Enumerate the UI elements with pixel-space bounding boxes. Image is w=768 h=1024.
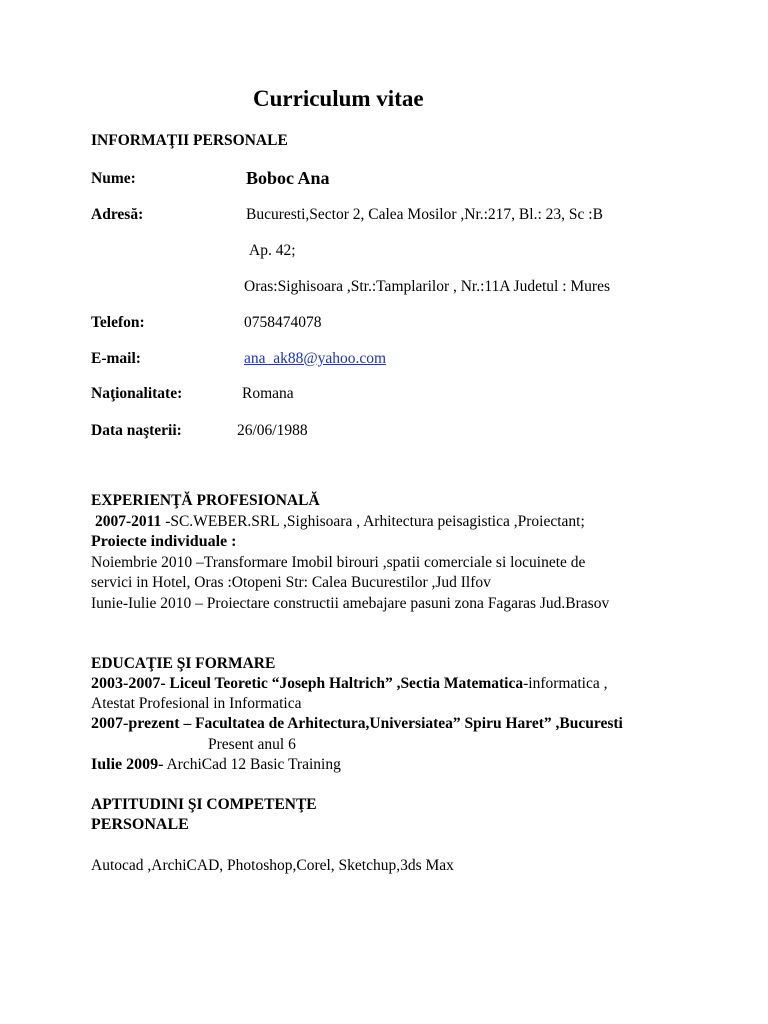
email-link[interactable]: ana_ak88@yahoo.com [244, 350, 387, 367]
skills-heading-line-1: APTITUDINI ŞI COMPETENŢE [91, 796, 317, 813]
birthdate-label: Data naşterii: [91, 422, 182, 439]
phone-value: 0758474078 [244, 314, 322, 331]
education-1-period: 2003-2007- [91, 675, 166, 692]
address-line-3: Oras:Sighisoara ,Str.:Tamplarilor , Nr.:11A Judetul : Mures [244, 278, 610, 295]
education-heading: EDUCAŢIE ŞI FORMARE [91, 655, 276, 672]
document-title: Curriculum vitae [253, 86, 424, 111]
nationality-label: Naţionalitate: [91, 385, 183, 402]
education-1-rest: -informatica , [523, 675, 608, 692]
project-1-line-1: Noiembrie 2010 –Transformare Imobil birouri ,spatii comerciale si locuinete de [91, 554, 586, 571]
personal-info-heading: INFORMAŢII PERSONALE [91, 132, 288, 149]
address-line-1: Bucuresti,Sector 2, Calea Mosilor ,Nr.:217, Bl.: 23, Sc :B [246, 206, 603, 223]
project-1-line-2: servici in Hotel, Oras :Otopeni Str: Calea Bucurestilor ,Jud Ilfov [91, 574, 491, 591]
experience-job: -SC.WEBER.SRL ,Sighisoara , Arhitectura peisagistica ,Proiectant; [161, 513, 585, 530]
experience-heading: EXPERIENŢĂ PROFESIONALĂ [91, 492, 320, 509]
projects-heading: Proiecte individuale : [91, 533, 237, 550]
experience-period: 2007-2011 [95, 513, 162, 530]
name-value: Boboc Ana [246, 168, 330, 188]
education-2-rest: – Facultatea de Arhitectura,Universiatea” Spiru Haret” ,Bucuresti [179, 715, 623, 732]
education-3-rest: ArchiCad 12 Basic Training [163, 756, 341, 773]
education-2-period: 2007-prezent [91, 715, 180, 732]
education-item-1 [91, 675, 607, 693]
skills-heading-line-2: PERSONALE [91, 816, 189, 833]
name-label: Nume: [91, 170, 136, 187]
experience-item [95, 513, 585, 531]
project-2: Iunie-Iulie 2010 – Proiectare constructii amebajare pasuni zona Fagaras Jud.Brasov [91, 595, 610, 612]
education-3-period: Iulie 2009- [91, 756, 164, 773]
education-2-line-2: Present anul 6 [208, 736, 296, 753]
education-item-3 [91, 756, 341, 774]
email-label: E-mail: [91, 350, 141, 367]
address-line-2: Ap. 42; [249, 242, 296, 259]
education-1-line-2: Atestat Profesional in Informatica [91, 695, 302, 712]
skills-list: Autocad ,ArchiCAD, Photoshop,Corel, Sketchup,3ds Max [91, 857, 454, 874]
education-1-school: Liceul Teoretic “Joseph Haltrich” ,Sectia Matematica [165, 675, 524, 692]
address-label: Adresă: [91, 206, 144, 223]
education-item-2 [91, 715, 623, 733]
phone-label: Telefon: [91, 314, 145, 331]
nationality-value: Romana [242, 385, 294, 402]
birthdate-value: 26/06/1988 [237, 422, 308, 439]
